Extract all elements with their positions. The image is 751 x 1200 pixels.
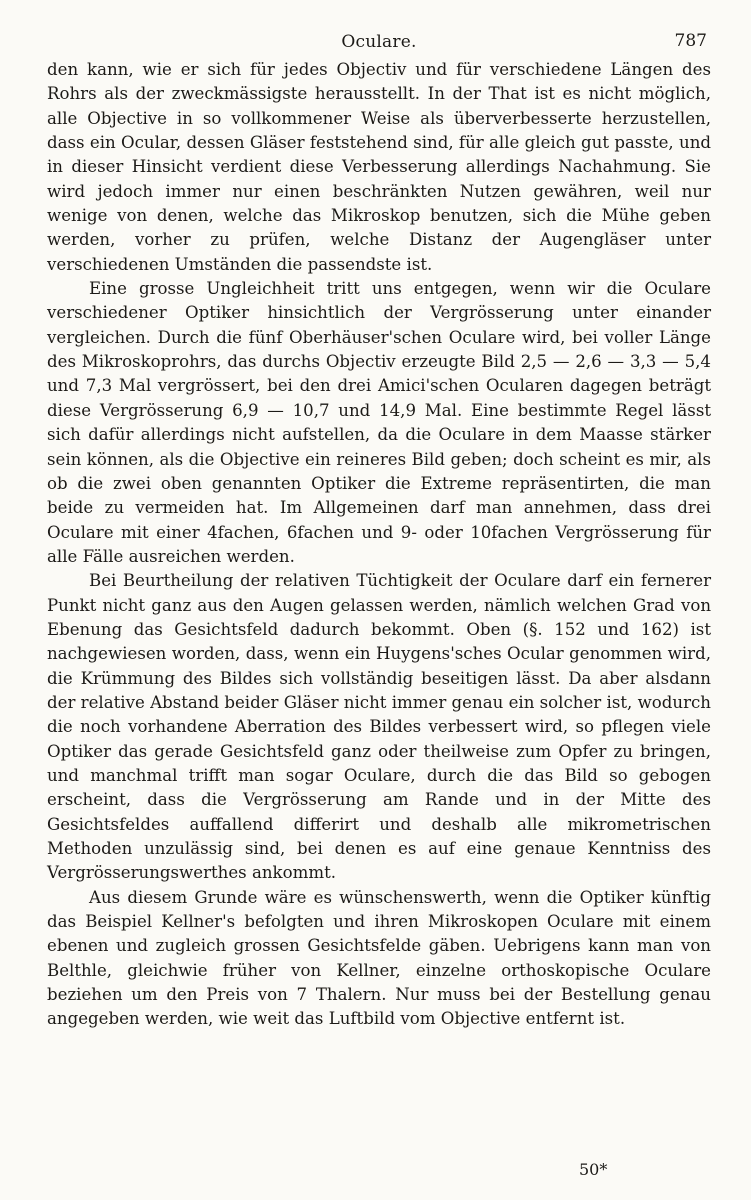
page-number: 787 xyxy=(674,31,707,51)
running-title: Oculare. xyxy=(341,32,417,52)
paragraph-3: Bei Beurtheilung der relativen Tüchtigkeit der Oculare darf ein fernerer Punkt nicht ganz aus den Augen gelassen werden, nämlich welchen Grad von Ebenung das Gesichtsfeld dadurch bekommt. Oben (§. 152 und 162) ist nachgewiesen worden, dass, wenn ein Huygens'sches Ocular genommen wird, die Krümmung des Bildes sich vollständig beseitigen lässt. Da aber alsdann der relative Abstand beider Gläser nicht immer genau ein solcher ist, wodurch die noch vorhandene Aberration des Bildes verbessert wird, so pflegen viele Optiker das gerade Gesichtsfeld ganz oder theilweise zum Opfer zu bringen, und manchmal trifft man sogar Oculare, durch die das Bild so gebogen erscheint, dass die Vergrösserung am Rande und in der Mitte des Gesichtsfeldes auffallend differirt und deshalb alle mikrometrischen Methoden unzulässig sind, bei denen es auf eine genaue Kenntniss des Vergrösserungswerthes ankommt. xyxy=(47,571,711,883)
paragraph-4: Aus diesem Grunde wäre es wünschenswerth, wenn die Optiker künftig das Beispiel Kellner's befolgten und ihren Mikroskopen Oculare mit einem ebenen und zugleich grossen Gesichtsfelde gäben. Uebrigens kann man von Belthle, gleichwie früher von Kellner, einzelne orthoskopische Oculare beziehen um den Preis von 7 Thalern. Nur muss bei der Bestellung genau angegeben werden, wie weit das Luftbild vom Objective entfernt ist. xyxy=(47,887,711,1029)
signature-mark: 50* xyxy=(579,1160,608,1179)
book-page xyxy=(47,22,711,1182)
paragraph-2: Eine grosse Ungleichheit tritt uns entgegen, wenn wir die Oculare verschiedener Optiker hinsichtlich der Vergrösserung unter einander vergleichen. Durch die fünf Oberhäuser'schen Oculare wird, bei voller Länge des Mikroskoprohrs, das durchs Objectiv erzeugte Bild 2,5 — 2,6 — 3,3 — 5,4 und 7,3 Mal vergrössert, bei den drei Amici'schen Ocularen dagegen beträgt diese Vergrösserung 6,9 — 10,7 und 14,9 Mal. Eine bestimmte Regel lässt sich dafür allerdings nicht aufstellen, da die Oculare in dem Maasse stärker sein können, als die Objective ein reineres Bild geben; doch scheint es mir, als ob die zwei oben genannten Optiker die Extreme repräsentirten, die man beide zu vermeiden hat. Im Allgemeinen darf man annehmen, dass drei Oculare mit einer 4fachen, 6fachen und 9- oder 10fachen Vergrösserung für alle Fälle ausreichen werden. xyxy=(47,279,711,566)
running-header xyxy=(47,22,711,58)
body-text xyxy=(47,58,711,1032)
paragraph-1: den kann, wie er sich für jedes Objectiv und für verschiedene Längen des Rohrs als der zweckmässigste herausstellt. In der That ist es nicht möglich, alle Objective in so vollkommener Weise als überverbesserte herzustellen, dass ein Ocular, dessen Gläser feststehend sind, für alle gleich gut passte, und in dieser Hinsicht verdient diese Verbesserung allerdings Nachahmung. Sie wird jedoch immer nur einen beschränkten Nutzen gewähren, weil nur wenige von denen, welche das Mikroskop benutzen, sich die Mühe geben werden, vorher zu prüfen, welche Distanz der Augengläser unter verschiedenen Umständen die passendste ist. xyxy=(47,60,711,274)
